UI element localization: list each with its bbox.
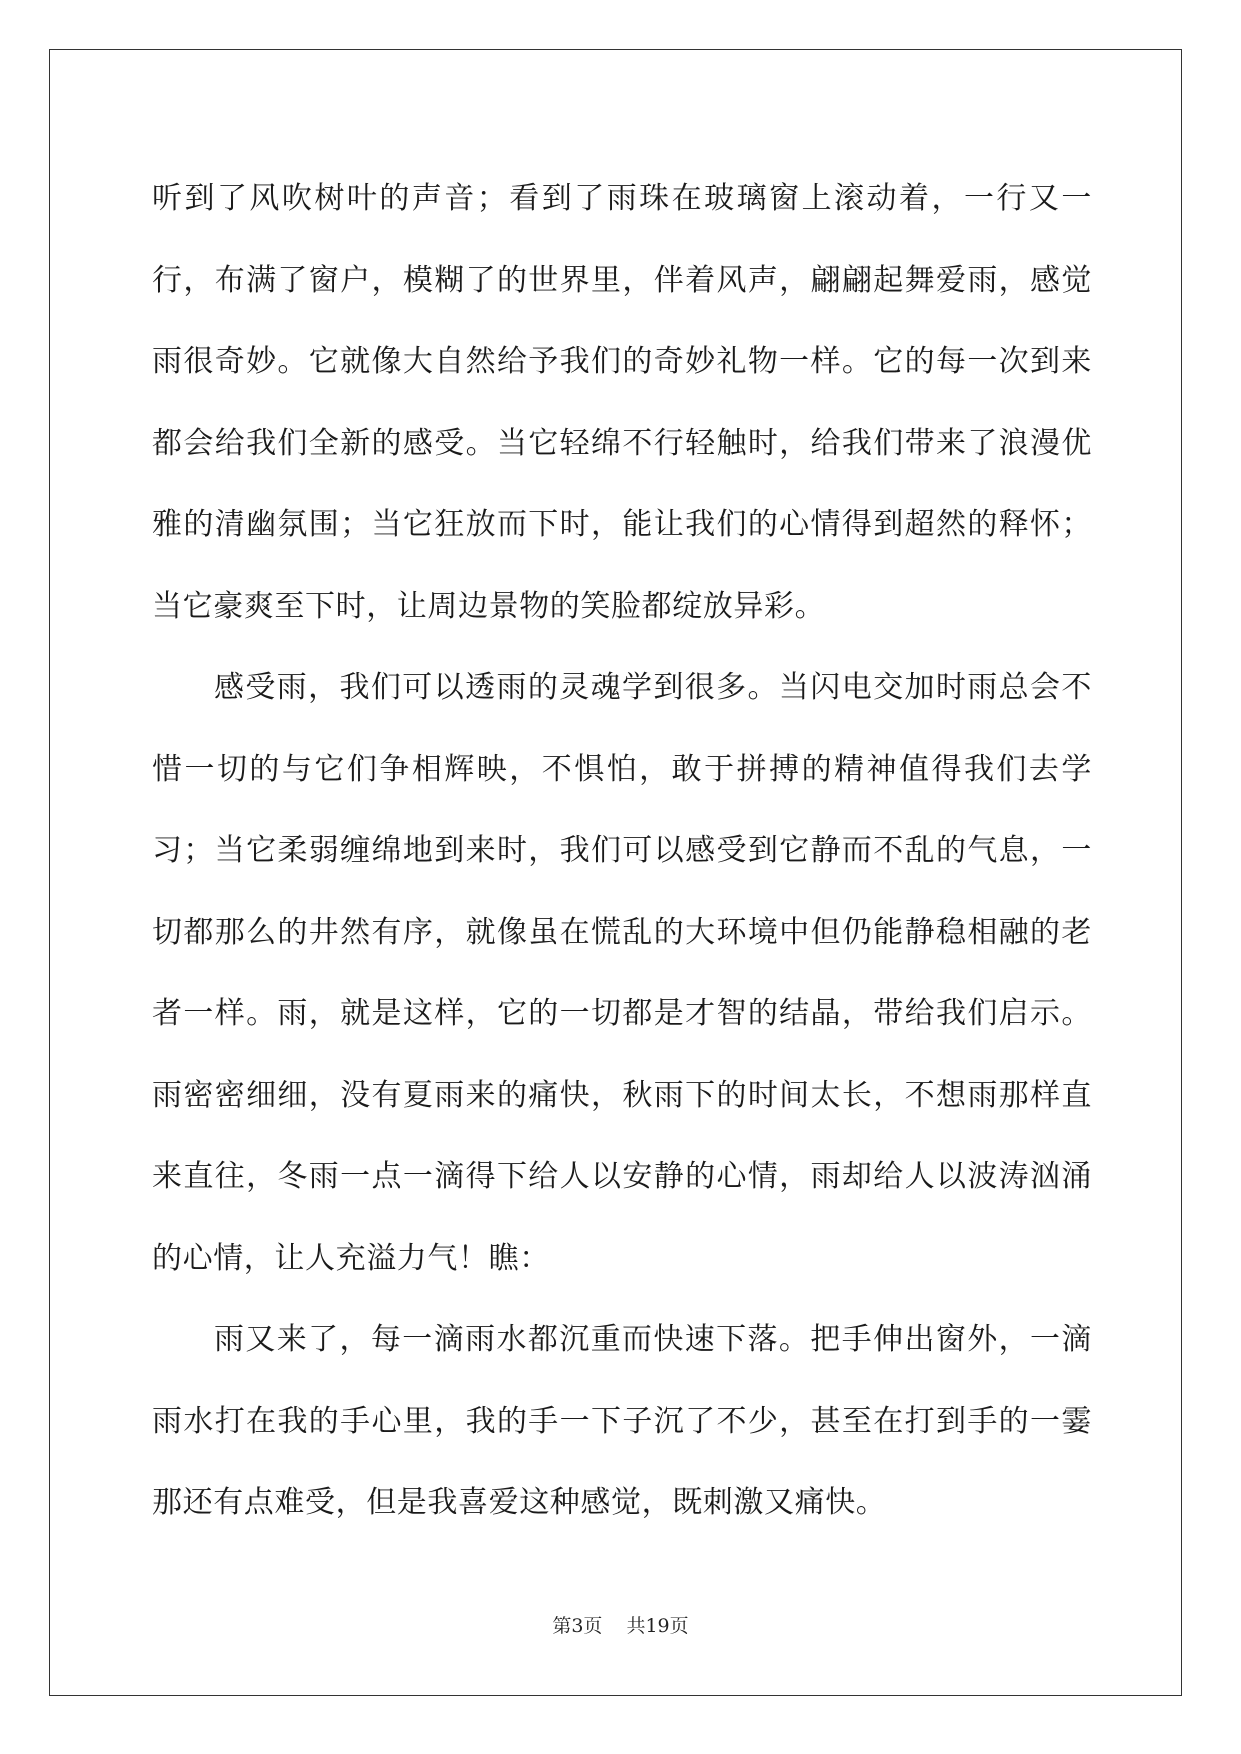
page-total: 共19页 bbox=[626, 1615, 689, 1637]
paragraph-2: 感受雨，我们可以透雨的灵魂学到很多。当闪电交加时雨总会不惜一切的与它们争相辉映，不惧怕，敢于拼搏的精神值得我们去学习；当它柔弱缠绵地到来时，我们可以感受到它静而不乱的气息，一切都那么的井然有序，就像虽在慌乱的大环境中但仍能静稳相融的老者一样。雨，就是这样，它的一切都是才智的结晶，带给我们启示。雨密密细细，没有夏雨来的痛快，秋雨下的时间太长，不想雨那样直来直往，冬雨一点一滴得下给人以安静的心情，雨却给人以波涛汹涌的心情，让人充溢力气！瞧： bbox=[152, 670, 1092, 1276]
paragraph-3: 雨又来了，每一滴雨水都沉重而快速下落。把手伸出窗外，一滴雨水打在我的手心里，我的手一下子沉了不少，甚至在打到手的一霎那还有点难受，但是我喜爱这种感觉，既刺激又痛快。 bbox=[152, 1322, 1092, 1520]
page-footer bbox=[0, 1611, 1241, 1638]
document-body bbox=[152, 158, 1092, 1544]
page-number: 第3页 bbox=[552, 1615, 603, 1637]
paragraph-1: 听到了风吹树叶的声音；看到了雨珠在玻璃窗上滚动着，一行又一行，布满了窗户，模糊了的世界里，伴着风声，翩翩起舞爱雨，感觉雨很奇妙。它就像大自然给予我们的奇妙礼物一样。它的每一次到来都会给我们全新的感受。当它轻绵不行轻触时，给我们带来了浪漫优雅的清幽氛围；当它狂放而下时，能让我们的心情得到超然的释怀；当它豪爽至下时，让周边景物的笑脸都绽放异彩。 bbox=[152, 181, 1092, 624]
